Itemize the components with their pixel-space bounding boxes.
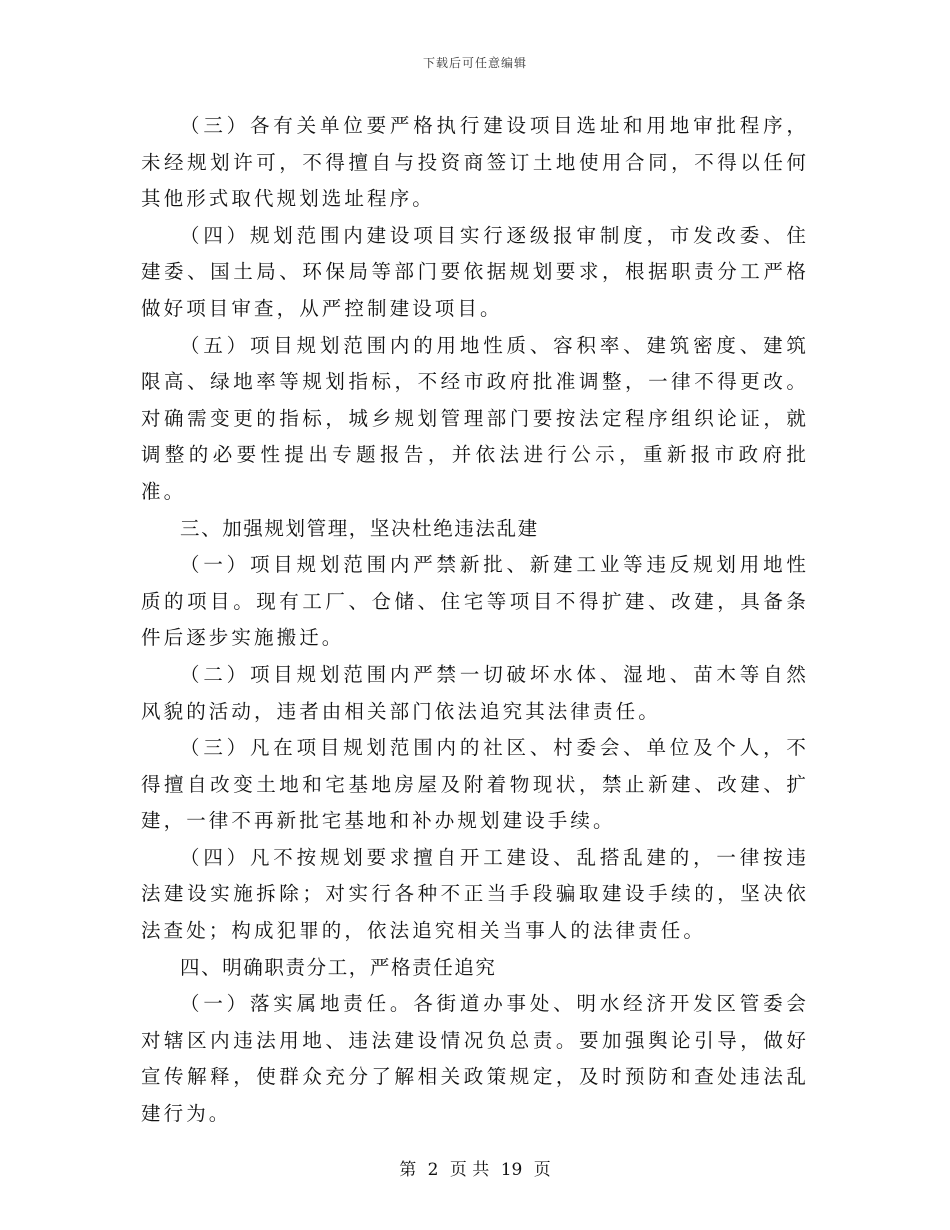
section-heading: 三、加强规划管理，坚决杜绝违法乱建 <box>180 516 539 540</box>
paragraph: （四）规划范围内建设项目实行逐级报审制度，市发改委、住建委、国土局、环保局等部门要依据规划要求，根据职责分工严格做好项目审查，从严控制建设项目。 <box>141 223 809 320</box>
paragraph: （二）项目规划范围内严禁一切破坏水体、湿地、苗木等自然风貌的活动，违者由相关部门依法追究其法律责任。 <box>141 662 809 723</box>
paragraph: （三）各有关单位要严格执行建设项目选址和用地审批程序，未经规划许可，不得擅自与投资商签订土地使用合同，不得以任何其他形式取代规划选址程序。 <box>141 114 809 211</box>
page-footer <box>0 1155 950 1180</box>
paragraph: （一）落实属地责任。各街道办事处、明水经济开发区管委会对辖区内违法用地、违法建设情况负总责。要加强舆论引导，做好宣传解释，使群众充分了解相关政策规定，及时预防和查处违法乱建行为。 <box>141 992 809 1126</box>
footer-mid: 页 共 <box>449 1160 490 1180</box>
paragraph: （五）项目规划范围内的用地性质、容积率、建筑密度、建筑限高、绿地率等规划指标，不经市政府批准调整，一律不得更改。对确需变更的指标，城乡规划管理部门要按法定程序组织论证，就调整的必要性提出专题报告，并依法进行公示，重新报市政府批准。 <box>141 333 809 503</box>
paragraph: （三）凡在项目规划范围内的社区、村委会、单位及个人，不得擅自改变土地和宅基地房屋及附着物现状，禁止新建、改建、扩建，一律不再新批宅基地和补办规划建设手续。 <box>141 736 809 833</box>
footer-suffix: 页 <box>533 1160 551 1180</box>
footer-prefix: 第 <box>399 1160 417 1180</box>
paragraph: （一）项目规划范围内严禁新批、新建工业等违反规划用地性质的项目。现有工厂、仓储、住宅等项目不得扩建、改建，具备条件后逐步实施搬迁。 <box>141 553 809 650</box>
header-note: 下载后可任意编辑 <box>422 56 527 70</box>
paragraph: （四）凡不按规划要求擅自开工建设、乱搭乱建的，一律按违法建设实施拆除；对实行各种不正当手段骗取建设手续的，坚决依法查处；构成犯罪的，依法追究相关当事人的法律责任。 <box>141 845 809 943</box>
section-heading: 四、明确职责分工，严格责任追究 <box>180 955 497 979</box>
total-pages-number: 19 <box>500 1160 523 1180</box>
document-body <box>141 108 809 1133</box>
current-page-number: 2 <box>427 1160 439 1180</box>
